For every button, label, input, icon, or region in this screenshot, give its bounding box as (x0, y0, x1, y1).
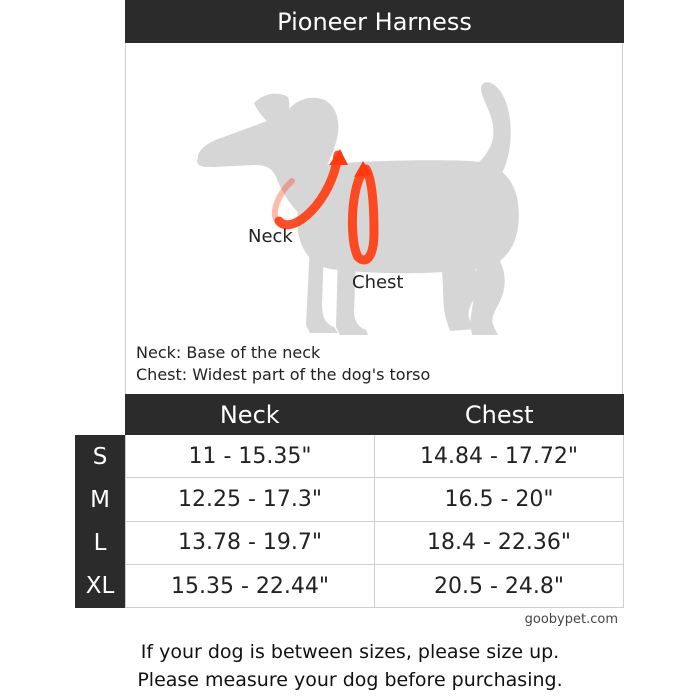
table-header (125, 394, 624, 435)
dog-silhouette (197, 82, 519, 335)
footer-line-2: Please measure your dog before purchasing. (137, 669, 563, 691)
size-label: M (90, 486, 110, 513)
neck-value: 13.78 - 19.7" (177, 530, 322, 556)
chest-value: 18.4 - 22.36" (374, 522, 623, 564)
chest-label: Chest (352, 272, 404, 293)
footer-line-1: If your dog is between sizes, please size up. (140, 641, 560, 663)
dog-illustration (126, 43, 624, 394)
table-row (126, 435, 623, 478)
chest-value: 14.84 - 17.72" (374, 435, 623, 477)
size-table (125, 435, 624, 608)
neck-value: 11 - 15.35" (188, 443, 312, 469)
chest-description: Chest: Widest part of the dog's torso (136, 365, 431, 384)
dog-illustration-panel (125, 43, 623, 394)
chest-value: 20.5 - 24.8" (374, 565, 623, 608)
neck-value: 15.35 - 22.44" (170, 573, 329, 599)
chest-value: 16.5 - 20" (374, 478, 623, 520)
title-bar (125, 0, 624, 43)
neck-description: Neck: Base of the neck (136, 343, 321, 362)
table-row (126, 478, 623, 521)
header-chest: Chest (464, 400, 534, 429)
neck-value: 12.25 - 17.3" (177, 486, 322, 512)
page-title: Pioneer Harness (277, 7, 472, 36)
neck-label: Neck (248, 226, 293, 247)
size-label: L (93, 530, 107, 557)
size-label: XL (85, 573, 115, 600)
table-row (126, 565, 623, 608)
size-label: S (92, 443, 108, 470)
table-row (126, 522, 623, 565)
size-column (75, 435, 125, 608)
header-neck: Neck (219, 400, 280, 429)
website-label: goobypet.com (524, 612, 618, 627)
